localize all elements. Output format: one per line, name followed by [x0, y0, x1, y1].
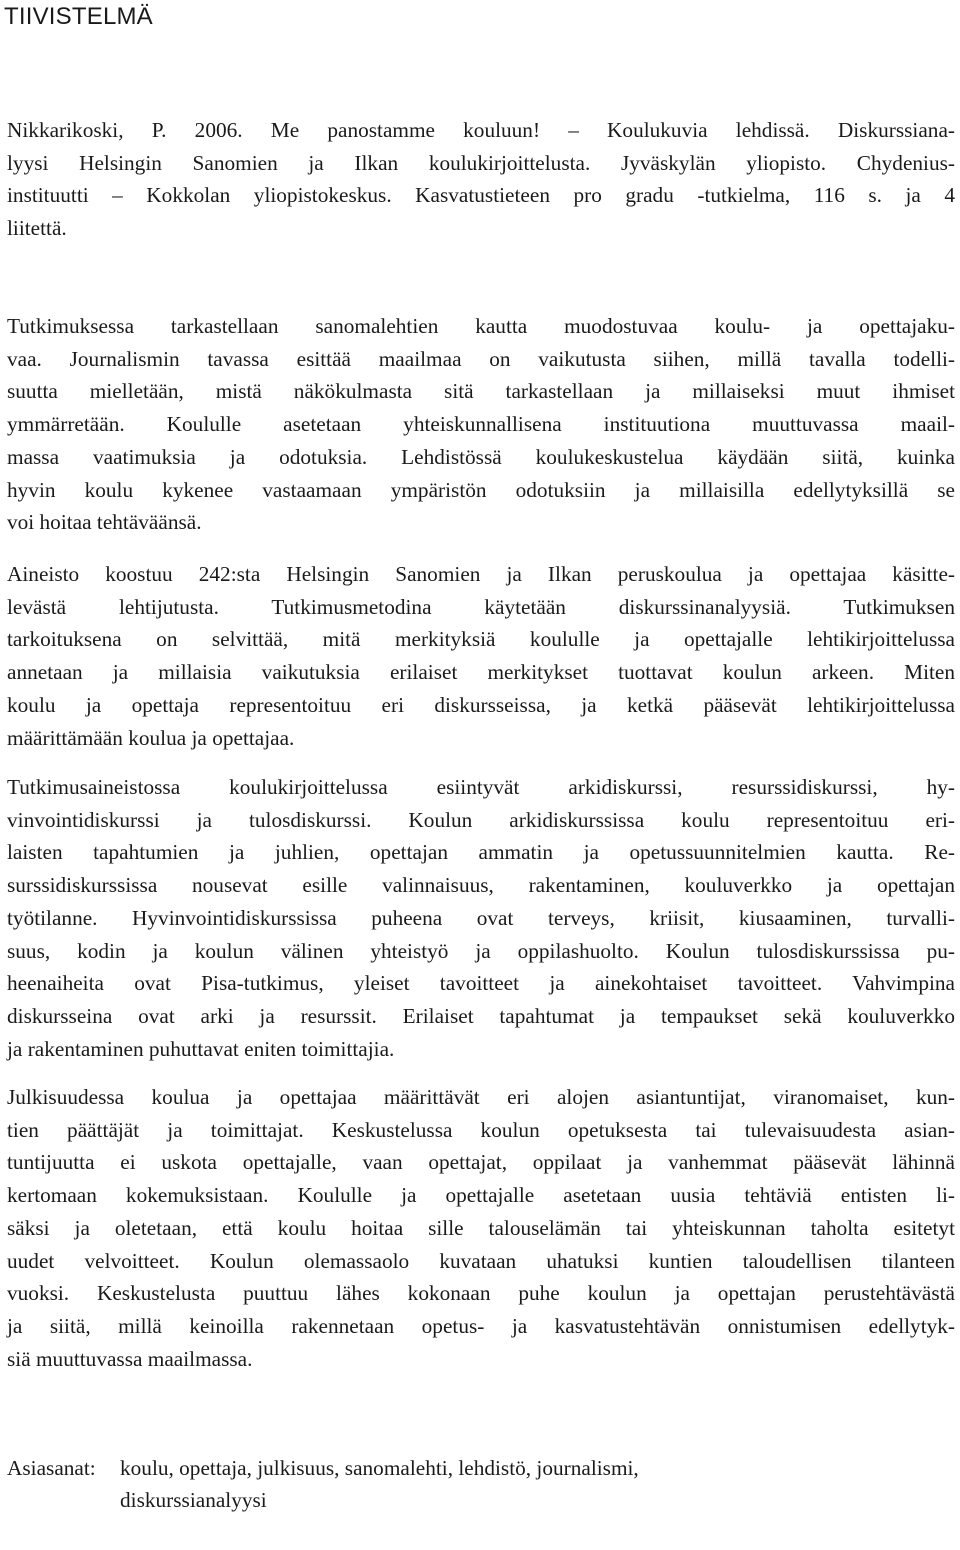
body-paragraph: [7, 771, 955, 1065]
text-line: suus, kodin ja koulun välinen yhteistyö ja oppilashuolto. Koulun tulosdiskurssissa pu-: [7, 938, 955, 963]
body-paragraph: [7, 558, 955, 754]
text-line: suutta mielletään, mistä näkökulmasta sitä tarkastellaan ja millaiseksi muut ihmiset: [7, 379, 955, 404]
body-paragraph: [7, 310, 955, 539]
text-line: ja rakentaminen puhuttavat eniten toimittajia.: [7, 1036, 395, 1061]
text-line: tien päättäjät ja toimittajat. Keskustelussa koulun opetuksesta tai tulevaisuudesta asian-: [7, 1117, 955, 1142]
text-line: Tutkimusaineistossa koulukirjoittelussa esiintyvät arkidiskurssi, resurssidiskurssi, hy-: [7, 775, 955, 799]
text-line: ymmärretään. Koululle asetetaan yhteiskunnallisena instituutiona muuttuvassa maail-: [7, 412, 955, 437]
text-line: annetaan ja millaisia vaikutuksia erilaiset merkitykset tuottavat koulun arkeen. Miten: [7, 660, 955, 685]
text-line: Julkisuudessa koulua ja opettajaa määrittävät eri alojen asiantuntijat, viranomaiset, kun-: [7, 1085, 955, 1109]
text-line: hyvin koulu kykenee vastaamaan ympäristön odotuksiin ja millaisilla edellytyksillä se: [7, 477, 955, 502]
text-line: ja siitä, millä keinoilla rakennetaan opetus- ja kasvatustehtävän onnistumisen edellytyk-: [7, 1313, 955, 1338]
text-line: kertomaan kokemuksistaan. Koululle ja opettajalle asetetaan uusia tehtäviä entisten li-: [7, 1183, 955, 1208]
keywords-line: diskurssianalyysi: [120, 1488, 267, 1512]
text-line: tarkoituksena on selvittää, mitä merkityksiä koululle ja opettajalle lehtikirjoittelussa: [7, 627, 955, 652]
keywords-block: [7, 1452, 955, 1516]
text-line: diskursseina ovat arki ja resurssit. Erilaiset tapahtumat ja tempaukset sekä kouluverkko: [7, 1003, 955, 1028]
text-line: vinvointidiskurssi ja tulosdiskurssi. Koulun arkidiskurssissa koulu representoituu eri-: [7, 807, 955, 832]
text-line: vaa. Journalismin tavassa esittää maailmaa on vaikutusta siihen, millä tavalla todelli-: [7, 346, 955, 371]
text-line: Nikkarikoski, P. 2006. Me panostamme kouluun! – Koulukuvia lehdissä. Diskurssiana-: [7, 118, 955, 142]
text-line: heenaiheita ovat Pisa-tutkimus, yleiset tavoitteet ja ainekohtaiset tavoitteet. Vahvimpina: [7, 971, 955, 996]
text-line: tuntijuutta ei uskota opettajalle, vaan opettajat, oppilaat ja vanhemmat pääsevät lähinnä: [7, 1150, 955, 1175]
text-line: koulu ja opettaja representoituu eri diskursseissa, ja ketkä pääsevät lehtikirjoittelussa: [7, 692, 955, 717]
text-line: liitettä.: [7, 216, 67, 241]
text-line: työtilanne. Hyvinvointidiskurssissa puheena ovat terveys, kriisit, kiusaaminen, turvalli-: [7, 905, 955, 930]
page-title: TIIVISTELMÄ: [4, 3, 153, 30]
text-line: instituutti – Kokkolan yliopistokeskus. Kasvatustieteen pro gradu -tutkielma, 116 s. ja 4: [7, 183, 955, 208]
text-line: Aineisto koostuu 242:sta Helsingin Sanomien ja Ilkan peruskoulua ja opettajaa käsitte-: [7, 562, 955, 586]
text-line: surssidiskurssissa nousevat esille valinnaisuus, rakentaminen, kouluverkko ja opettajan: [7, 873, 955, 898]
text-line: levästä lehtijutusta. Tutkimusmetodina käytetään diskurssinanalyysiä. Tutkimuksen: [7, 594, 955, 619]
text-line: uudet velvoitteet. Koulun olemassaolo kuvataan uhatuksi kuntien taloudellisen tilanteen: [7, 1248, 955, 1273]
keywords-values: [120, 1452, 955, 1516]
text-line: laisten tapahtumien ja juhlien, opettajan ammatin ja opetussuunnitelmien kautta. Re-: [7, 840, 955, 865]
text-line: vuoksi. Keskustelusta puuttuu lähes kokonaan puhe koulun ja opettajan perustehtävästä: [7, 1281, 955, 1306]
text-line: siä muuttuvassa maailmassa.: [7, 1346, 253, 1371]
text-line: massa vaatimuksia ja odotuksia. Lehdistössä koulukeskustelua käydään siitä, kuinka: [7, 444, 955, 469]
text-line: voi hoitaa tehtäväänsä.: [7, 510, 202, 535]
body-paragraph: [7, 1081, 955, 1375]
text-line: määrittämään koulua ja opettajaa.: [7, 725, 295, 750]
text-line: lyysi Helsingin Sanomien ja Ilkan koulukirjoittelusta. Jyväskylän yliopisto. Chydenius-: [7, 150, 955, 175]
keywords-label: Asiasanat:: [7, 1456, 96, 1480]
citation-paragraph: [7, 114, 955, 245]
text-line: säksi ja oletetaan, että koulu hoitaa sille talouselämän tai yhteiskunnan taholta esitetyt: [7, 1215, 955, 1240]
keywords-line: koulu, opettaja, julkisuus, sanomalehti, lehdistö, journalismi,: [120, 1456, 639, 1480]
text-line: Tutkimuksessa tarkastellaan sanomalehtien kautta muodostuvaa koulu- ja opettajaku-: [7, 314, 955, 338]
